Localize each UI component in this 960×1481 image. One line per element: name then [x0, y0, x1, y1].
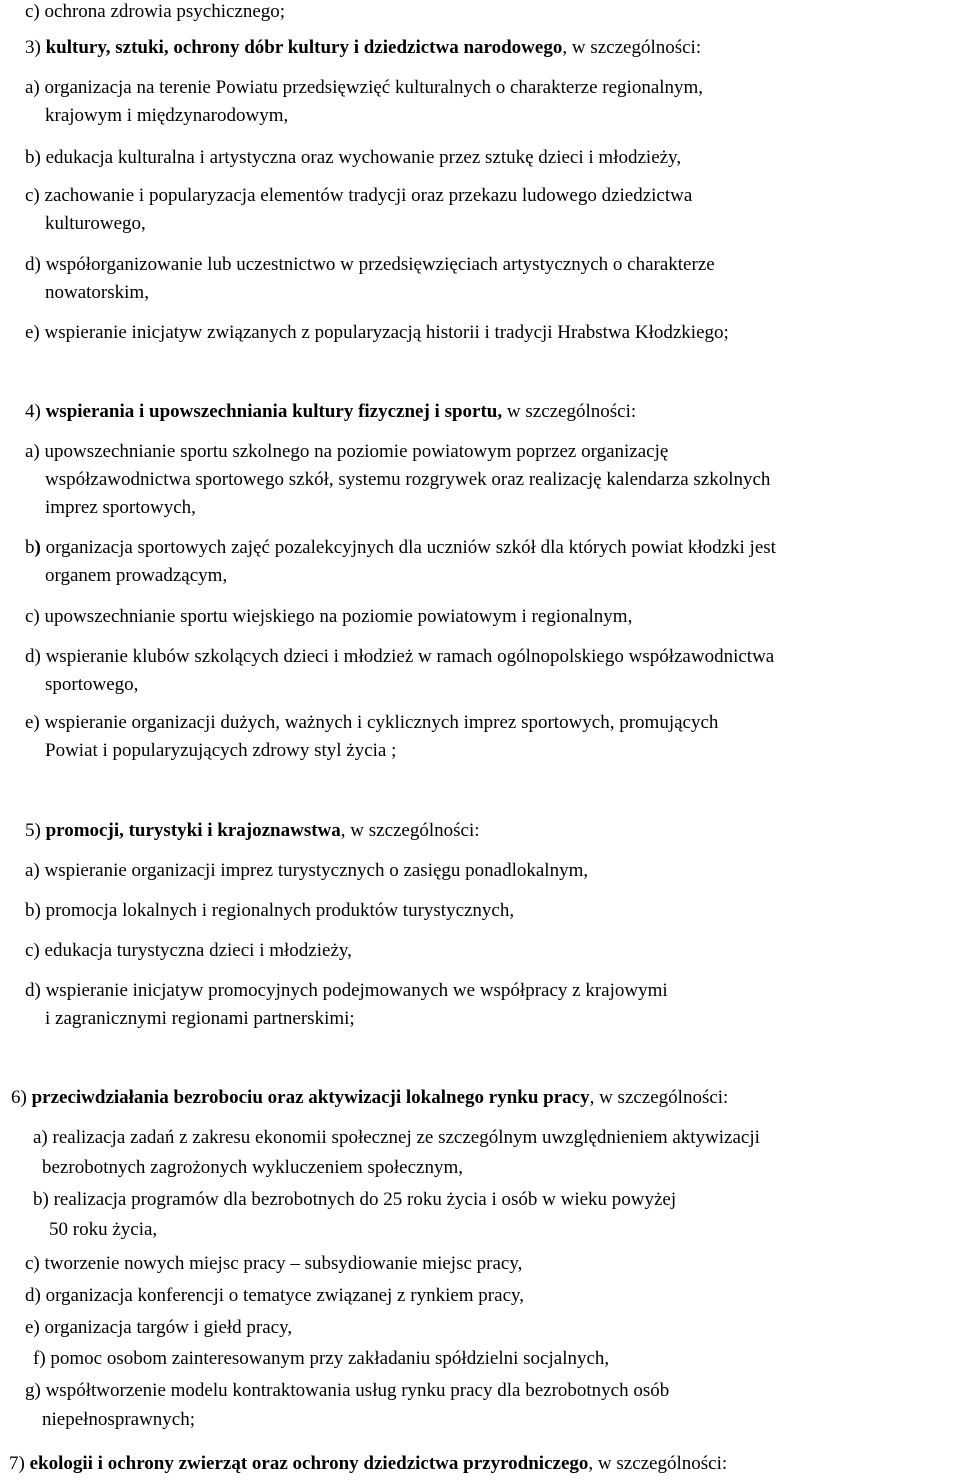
list-item: c) ochrona zdrowia psychicznego; — [25, 1, 286, 22]
section-title: ekologii i ochrony zwierząt oraz ochrony dziedzictwa przyrodniczego — [29, 1453, 589, 1474]
section-number: 7) — [9, 1453, 30, 1474]
list-item: e) organizacja targów i giełd pracy, — [25, 1317, 293, 1338]
section-title: promocji, turystyki i krajoznawstwa — [45, 820, 341, 841]
list-item-continuation: organem prowadzącym, — [45, 565, 228, 586]
list-item-continuation: niepełnosprawnych; — [42, 1409, 196, 1430]
list-item: d) wspieranie klubów szkolących dzieci i młodzież w ramach ogólnopolskiego współzawodnictwa — [25, 646, 775, 667]
item-text: organizacja sportowych zajęć pozalekcyjnych dla uczniów szkół dla których powiat kłodzki jest — [40, 537, 776, 558]
section-suffix: , w szczególności: — [588, 1453, 728, 1474]
section-number: 3) — [25, 37, 46, 58]
item-letter: b — [25, 537, 35, 558]
list-item: d) wspieranie inicjatyw promocyjnych podejmowanych we współpracy z krajowymi — [25, 980, 668, 1001]
list-item: g) współtworzenie modelu kontraktowania usług rynku pracy dla bezrobotnych osób — [25, 1380, 670, 1401]
list-item: c) zachowanie i popularyzacja elementów tradycji oraz przekazu ludowego dziedzictwa — [25, 185, 693, 206]
section-heading — [11, 1087, 728, 1109]
list-item: d) organizacja konferencji o tematyce związanej z rynkiem pracy, — [25, 1285, 525, 1306]
list-item: b) promocja lokalnych i regionalnych produktów turystycznych, — [25, 900, 515, 921]
section-number: 5) — [25, 820, 46, 841]
list-item: c) tworzenie nowych miejsc pracy – subsydiowanie miejsc pracy, — [25, 1253, 523, 1274]
list-item-continuation: i zagranicznymi regionami partnerskimi; — [45, 1008, 355, 1029]
list-item-continuation: nowatorskim, — [45, 282, 149, 303]
section-number: 6) — [11, 1087, 32, 1108]
list-item: b) realizacja programów dla bezrobotnych do 25 roku życia i osób w wieku powyżej — [33, 1189, 677, 1210]
section-heading — [25, 37, 701, 59]
list-item: a) wspieranie organizacji imprez turystycznych o zasięgu ponadlokalnym, — [25, 860, 589, 881]
section-heading — [25, 820, 480, 842]
list-item-continuation: 50 roku życia, — [49, 1219, 158, 1240]
list-item: d) współorganizowanie lub uczestnictwo w przedsięwzięciach artystycznych o charakterze — [25, 254, 715, 275]
list-item — [25, 537, 776, 559]
section-heading — [25, 401, 636, 423]
list-item: e) wspieranie organizacji dużych, ważnych i cyklicznych imprez sportowych, promujących — [25, 712, 719, 733]
list-item-continuation: Powiat i popularyzujących zdrowy styl życia ; — [45, 740, 397, 761]
section-title: wspierania i upowszechniania kultury fizycznej i sportu, — [45, 401, 503, 422]
list-item: f) pomoc osobom zainteresowanym przy zakładaniu spółdzielni socjalnych, — [33, 1348, 610, 1369]
list-item-continuation: sportowego, — [45, 674, 139, 695]
section-suffix: , w szczególności: — [340, 820, 480, 841]
list-item: c) edukacja turystyczna dzieci i młodzieży, — [25, 940, 352, 961]
section-suffix: , w szczególności: — [562, 37, 702, 58]
list-item: e) wspieranie inicjatyw związanych z popularyzacją historii i tradycji Hrabstwa Kłodzkiego; — [25, 322, 729, 343]
list-item: b) edukacja kulturalna i artystyczna oraz wychowanie przez sztukę dzieci i młodzieży, — [25, 147, 682, 168]
item-paren: ) — [34, 537, 41, 558]
section-suffix: w szczególności: — [502, 401, 637, 422]
list-item: a) organizacja na terenie Powiatu przedsięwzięć kulturalnych o charakterze regionalnym, — [25, 77, 704, 98]
section-title: kultury, sztuki, ochrony dóbr kultury i dziedzictwa narodowego — [45, 37, 563, 58]
section-heading — [9, 1453, 727, 1475]
list-item-continuation: kulturowego, — [45, 213, 146, 234]
list-item-continuation: współzawodnictwa sportowego szkół, systemu rozgrywek oraz realizację kalendarza szkolnych — [45, 469, 771, 490]
section-suffix: , w szczególności: — [589, 1087, 729, 1108]
section-number: 4) — [25, 401, 46, 422]
list-item-continuation: imprez sportowych, — [45, 497, 196, 518]
list-item: a) upowszechnianie sportu szkolnego na poziomie powiatowym poprzez organizację — [25, 441, 669, 462]
list-item: a) realizacja zadań z zakresu ekonomii społecznej ze szczególnym uwzględnieniem aktywizacji — [33, 1127, 760, 1148]
section-title: przeciwdziałania bezrobociu oraz aktywizacji lokalnego rynku pracy — [31, 1087, 590, 1108]
list-item-continuation: bezrobotnych zagrożonych wykluczeniem społecznym, — [42, 1157, 464, 1178]
list-item: c) upowszechnianie sportu wiejskiego na poziomie powiatowym i regionalnym, — [25, 606, 633, 627]
list-item-continuation: krajowym i międzynarodowym, — [45, 105, 289, 126]
